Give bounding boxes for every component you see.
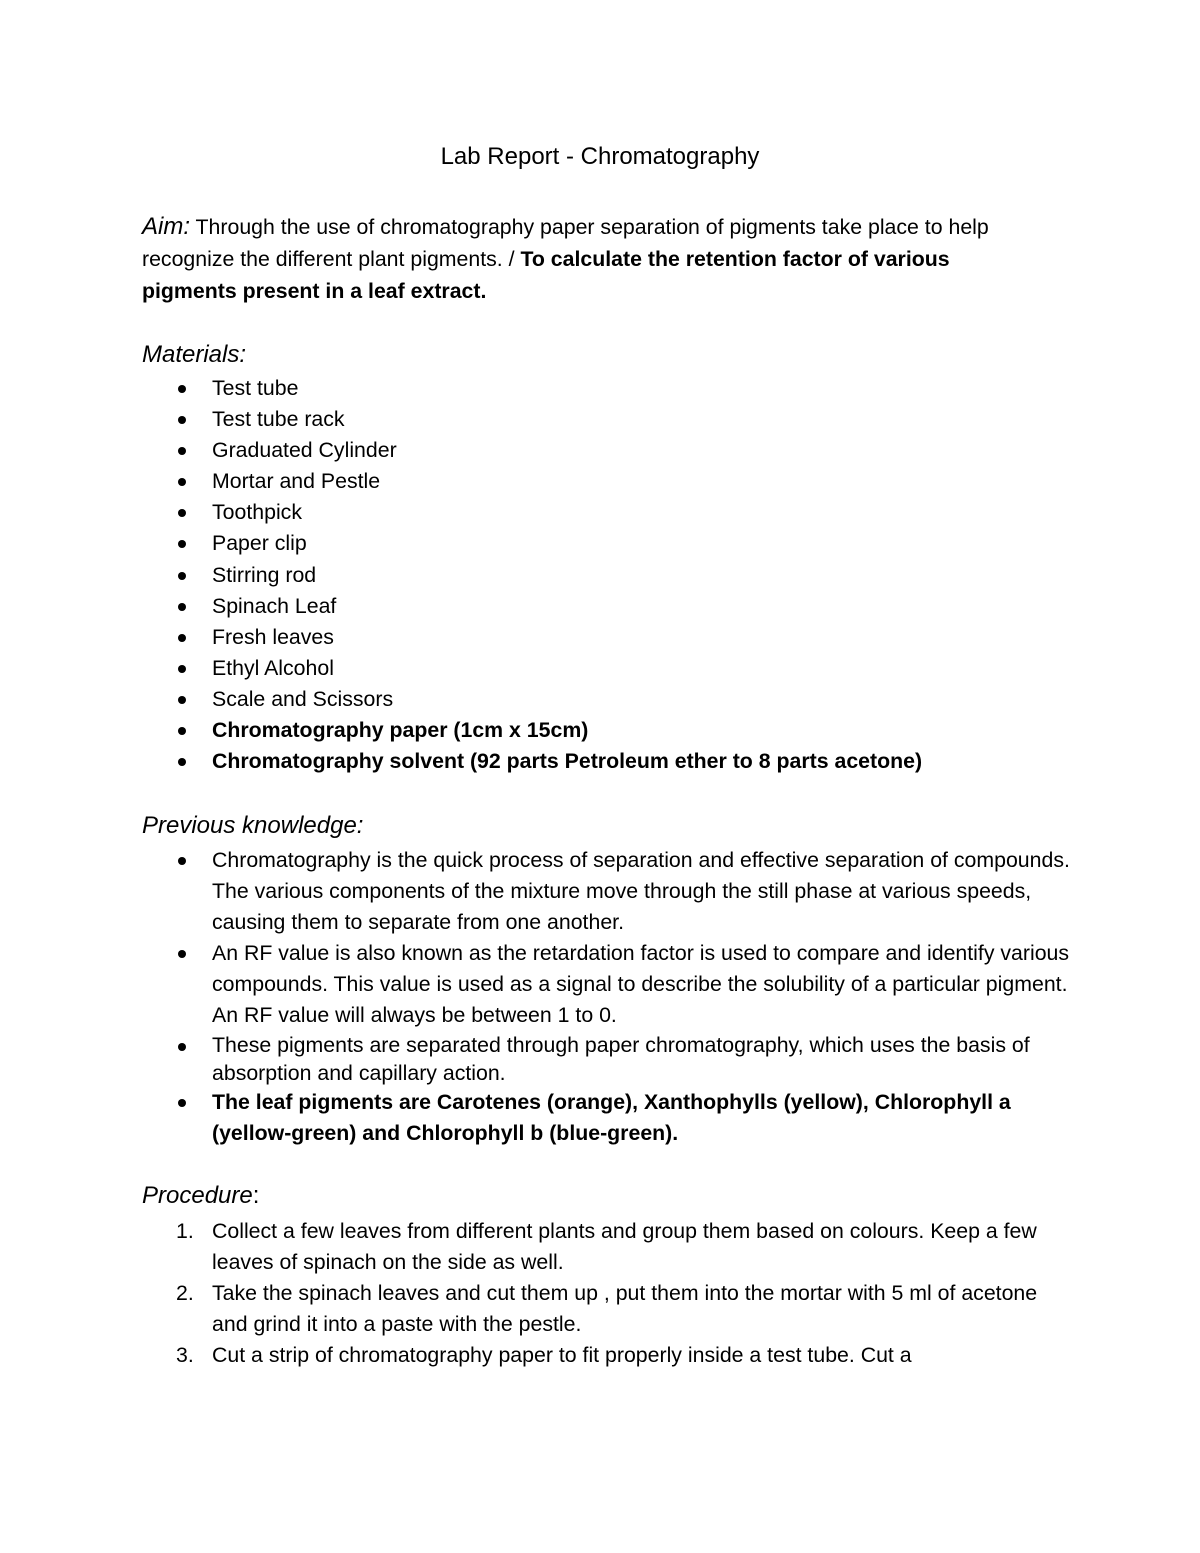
- bullet-icon: [178, 727, 186, 735]
- aim-label: Aim:: [142, 213, 190, 240]
- list-item: 1. Collect a few leaves from different plants and group them based on colours. Keep a few leaves of spinach on the side as well.: [142, 1216, 1072, 1278]
- list-item: Graduated Cylinder: [142, 435, 1072, 466]
- list-item: Chromatography solvent (92 parts Petroleum ether to 8 parts acetone): [142, 746, 1072, 777]
- list-item: Chromatography is the quick process of separation and effective separation of compounds. The various components of the mixture move through the still phase at various speeds, causing them to separate from one another.: [142, 845, 1072, 938]
- bullet-icon: [178, 572, 186, 580]
- materials-list: [142, 373, 1072, 777]
- list-item: The leaf pigments are Carotenes (orange), Xanthophylls (yellow), Chlorophyll a (yellow-green) and Chlorophyll b (blue-green).: [142, 1087, 1072, 1149]
- step-number: 2.: [176, 1281, 194, 1305]
- previous-knowledge-heading: Previous knowledge:: [142, 812, 364, 839]
- bullet-icon: [178, 509, 186, 517]
- bullet-icon: [178, 416, 186, 424]
- bullet-icon: [178, 857, 186, 865]
- list-item: Scale and Scissors: [142, 684, 1072, 715]
- list-item: Chromatography paper (1cm x 15cm): [142, 715, 1072, 746]
- bullet-icon: [178, 634, 186, 642]
- list-item: Test tube: [142, 373, 1072, 404]
- list-item: Ethyl Alcohol: [142, 653, 1072, 684]
- list-item: These pigments are separated through paper chromatography, which uses the basis of absorption and capillary action.: [142, 1031, 1072, 1087]
- bullet-icon: [178, 1099, 186, 1107]
- bullet-icon: [178, 447, 186, 455]
- bullet-icon: [178, 603, 186, 611]
- bullet-icon: [178, 758, 186, 766]
- bullet-icon: [178, 696, 186, 704]
- list-item: Spinach Leaf: [142, 591, 1072, 622]
- list-item: Test tube rack: [142, 404, 1072, 435]
- list-item: Toothpick: [142, 497, 1072, 528]
- list-item: 2. Take the spinach leaves and cut them up , put them into the mortar with 5 ml of acetone and grind it into a paste with the pestle.: [142, 1278, 1072, 1340]
- page-title: Lab Report - Chromatography: [440, 143, 760, 170]
- aim-bold-text: To calculate the retention factor of various pigments present in a leaf extract.: [142, 247, 950, 303]
- bullet-icon: [178, 540, 186, 548]
- aim-paragraph: [142, 211, 1042, 307]
- list-item: Fresh leaves: [142, 622, 1072, 653]
- bullet-icon: [178, 385, 186, 393]
- procedure-list: [142, 1216, 1072, 1371]
- materials-heading: Materials:: [142, 341, 247, 368]
- step-number: 1.: [176, 1219, 194, 1243]
- list-item: Stirring rod: [142, 560, 1072, 591]
- bullet-icon: [178, 1043, 186, 1051]
- list-item: Paper clip: [142, 528, 1072, 559]
- bullet-icon: [178, 665, 186, 673]
- bullet-icon: [178, 950, 186, 958]
- list-item: An RF value is also known as the retardation factor is used to compare and identify various compounds. This value is used as a signal to describe the solubility of a particular pigment. An RF value will always be between 1 to 0.: [142, 938, 1072, 1031]
- previous-knowledge-list: [142, 845, 1072, 1149]
- list-item: Mortar and Pestle: [142, 466, 1072, 497]
- step-number: 3.: [176, 1343, 194, 1367]
- bullet-icon: [178, 478, 186, 486]
- procedure-heading: Procedure:: [142, 1182, 260, 1209]
- aim-text: Through the use of chromatography paper separation of pigments take place to help recognize the different plant pigments. /: [142, 215, 989, 271]
- list-item: 3. Cut a strip of chromatography paper to fit properly inside a test tube. Cut a: [142, 1340, 1072, 1371]
